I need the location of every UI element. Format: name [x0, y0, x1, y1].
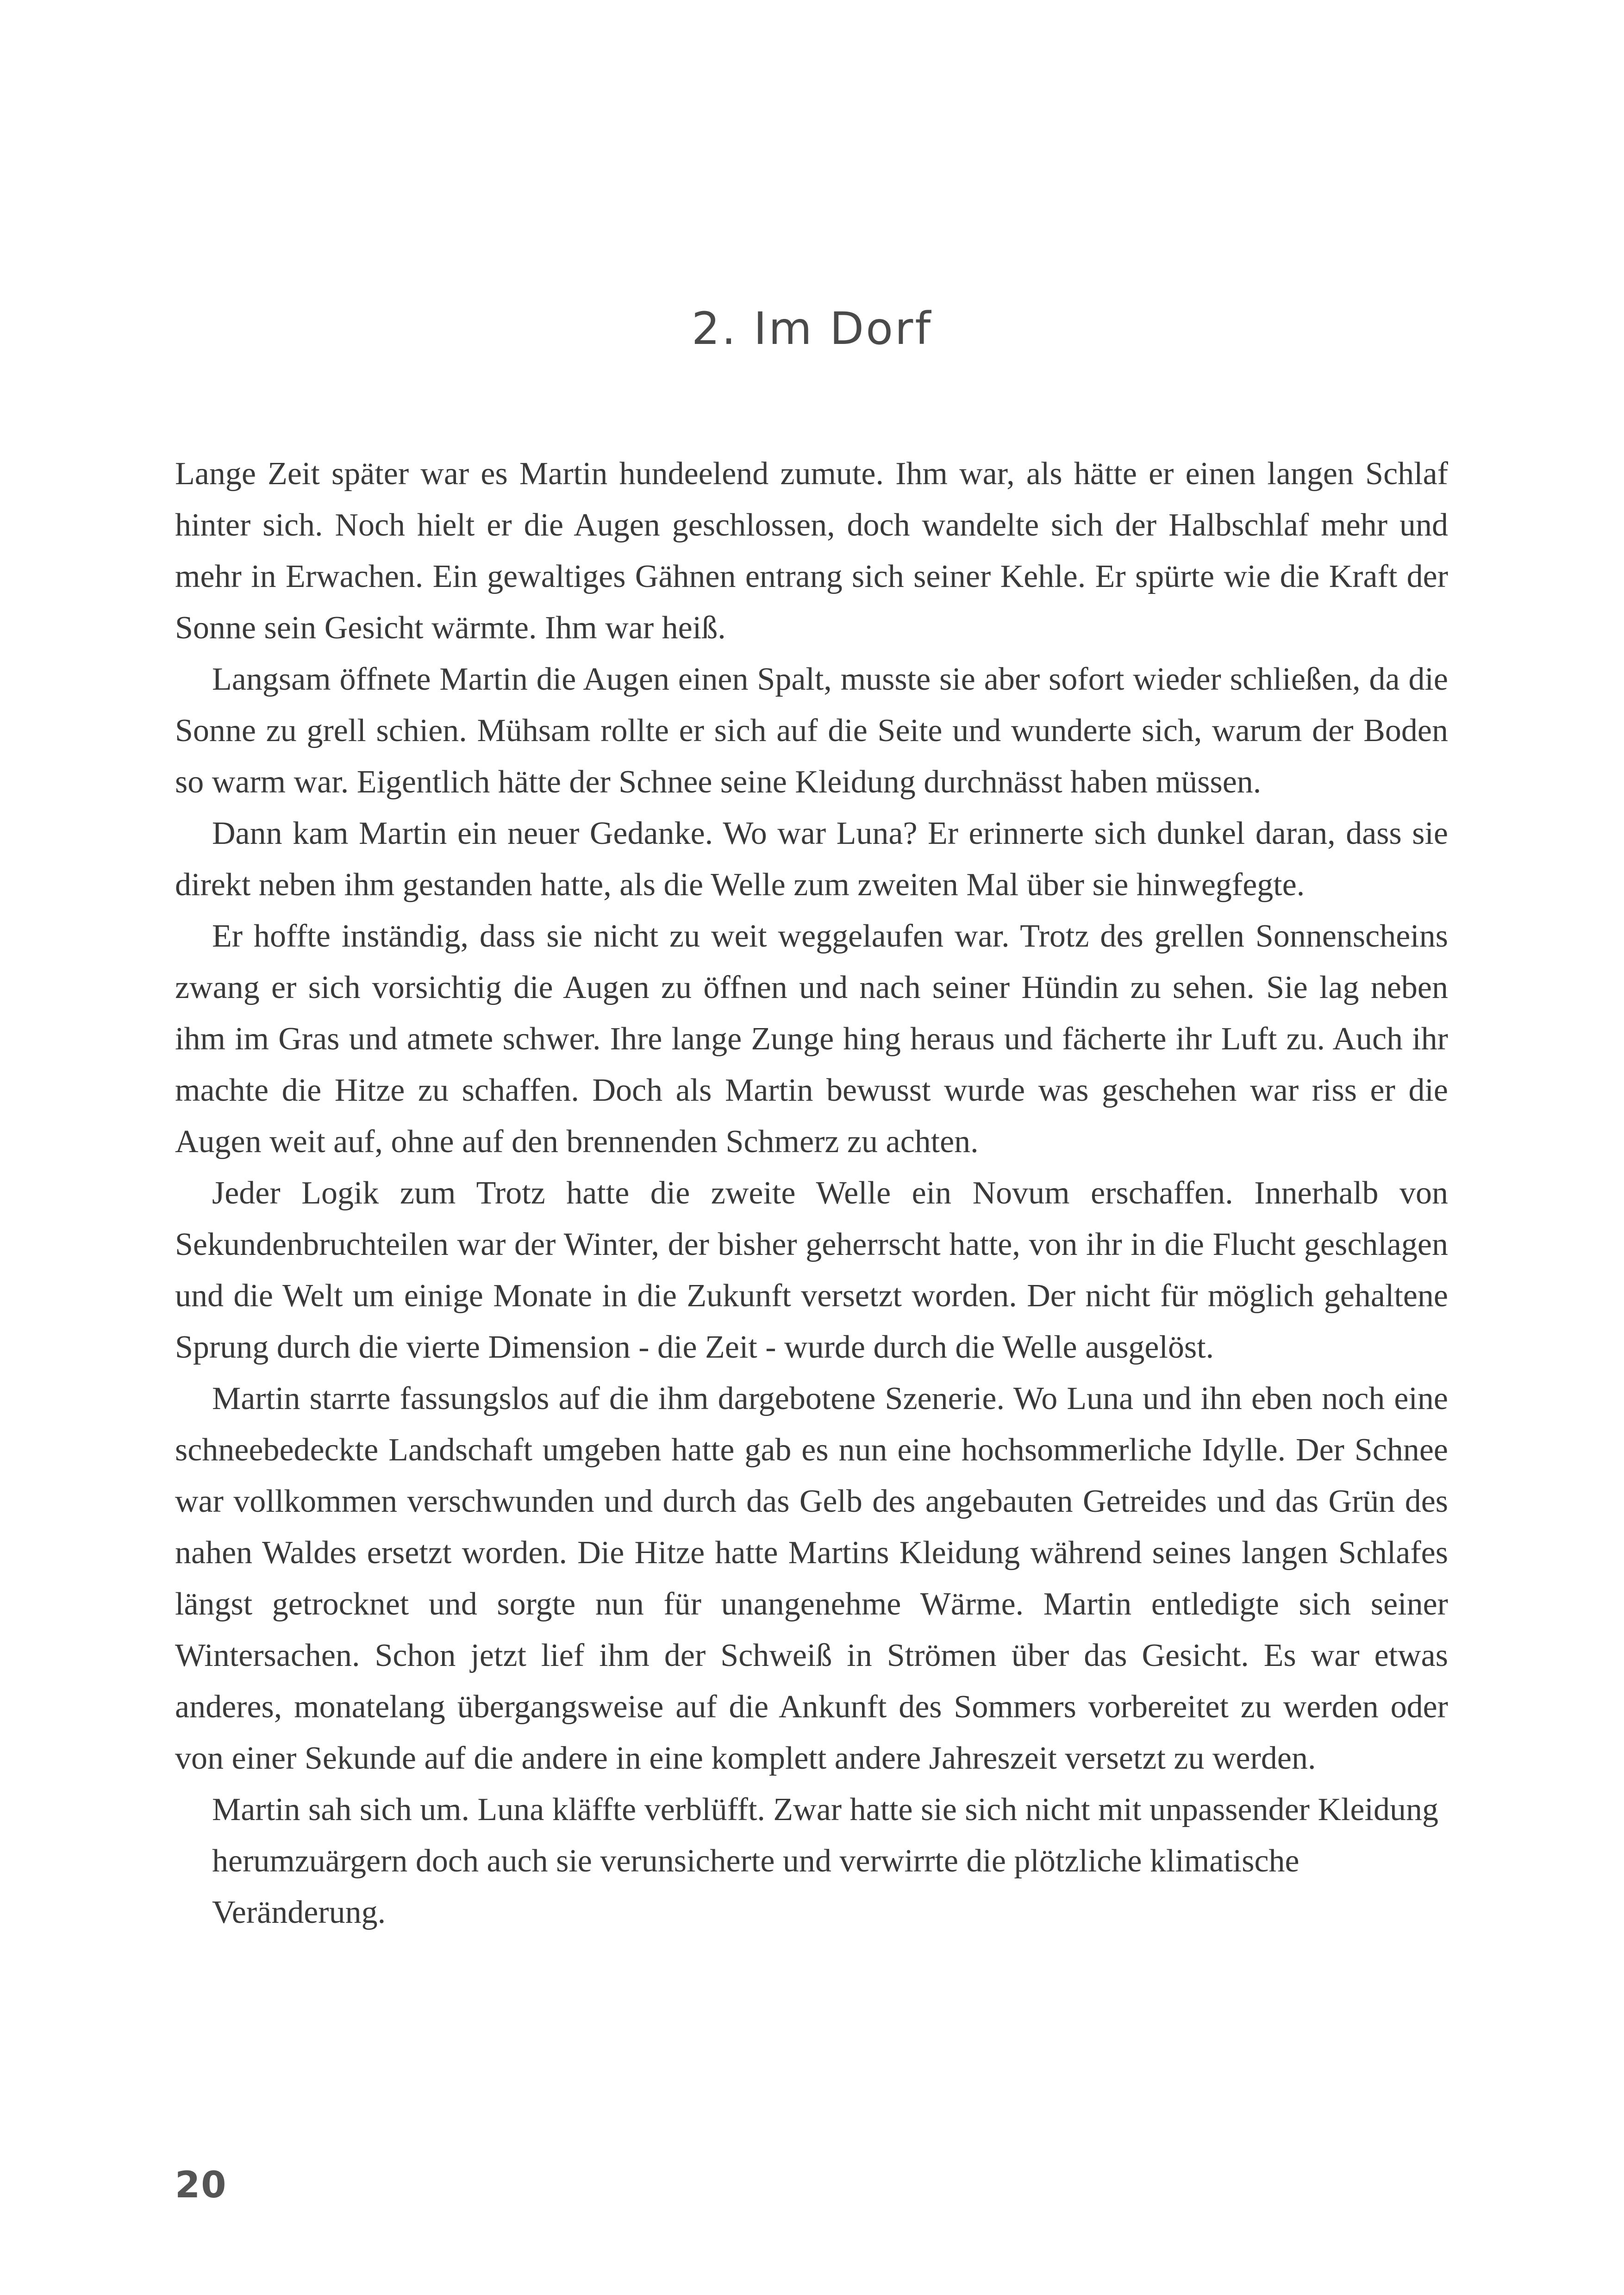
chapter-title: 2. Im Dorf — [691, 303, 933, 355]
paragraph: Martin starrte fassungslos auf die ihm dargebotene Szenerie. Wo Luna und ihn eben noch eine schneebedeckte Landschaft umgeben hatte gab es nun eine hochsommerliche Idylle. Der Schnee war vollkommen verschwunden und durch das Gelb des angebauten Getreides und das Grün des nahen Waldes ersetzt worden. Die Hitze hatte Martins Kleidung während seines langen Schlafes längst getrocknet und sorgte nun für unangenehme Wärme. Martin entledigte sich seiner Wintersachen. Schon jetzt lief ihm der Schweiß in Strömen über das Gesicht. Es war etwas anderes, monatelang übergangsweise auf die Ankunft des Sommers vorbereitet zu werden oder von einer Sekunde auf die andere in eine komplett andere Jahreszeit versetzt zu werden. — [175, 1381, 1448, 1776]
chapter-body — [175, 448, 1448, 1938]
paragraph: Er hoffte inständig, dass sie nicht zu weit weggelaufen war. Trotz des grellen Sonnenscheins zwang er sich vorsichtig die Augen zu öffnen und nach seiner Hündin zu sehen. Sie lag neben ihm im Gras und atmete schwer. Ihre lange Zunge hing heraus und fächerte ihr Luft zu. Auch ihr machte die Hitze zu schaffen. Doch als Martin bewusst wurde was geschehen war riss er die Augen weit auf, ohne auf den brennenden Schmerz zu achten. — [175, 918, 1448, 1160]
paragraph: Lange Zeit später war es Martin hundeelend zumute. Ihm war, als hätte er einen langen Schlaf hinter sich. Noch hielt er die Augen geschlossen, doch wandelte sich der Halbschlaf mehr und mehr in Erwachen. Ein gewaltiges Gähnen entrang sich seiner Kehle. Er spürte wie die Kraft der Sonne sein Gesicht wärmte. Ihm war heiß. — [175, 456, 1448, 646]
paragraph: Dann kam Martin ein neuer Gedanke. Wo war Luna? Er erinnerte sich dunkel daran, dass sie direkt neben ihm gestanden hatte, als die Welle zum zweiten Mal über sie hinwegfegte. — [175, 816, 1448, 903]
paragraph: Jeder Logik zum Trotz hatte die zweite Welle ein Novum erschaffen. Innerhalb von Sekundenbruchteilen war der Winter, der bisher geherrscht hatte, von ihr in die Flucht geschlagen und die Welt um einige Monate in die Zukunft versetzt worden. Der nicht für möglich gehaltene Sprung durch die vierte Dimension - die Zeit - wurde durch die Welle ausgelöst. — [175, 1175, 1448, 1365]
paragraph: Martin sah sich um. Luna kläffte verblüfft. Zwar hatte sie sich nicht mit unpassender Kleidung herumzuärgern doch auch sie verunsicherte und verwirrte die plötzliche klimatische Veränderung. — [212, 1792, 1438, 1930]
paragraph: Langsam öffnete Martin die Augen einen Spalt, musste sie aber sofort wieder schließen, da die Sonne zu grell schien. Mühsam rollte er sich auf die Seite und wunderte sich, warum der Boden so warm war. Eigentlich hätte der Schnee seine Kleidung durchnässt haben müssen. — [175, 661, 1448, 800]
page-number: 20 — [175, 2164, 227, 2206]
